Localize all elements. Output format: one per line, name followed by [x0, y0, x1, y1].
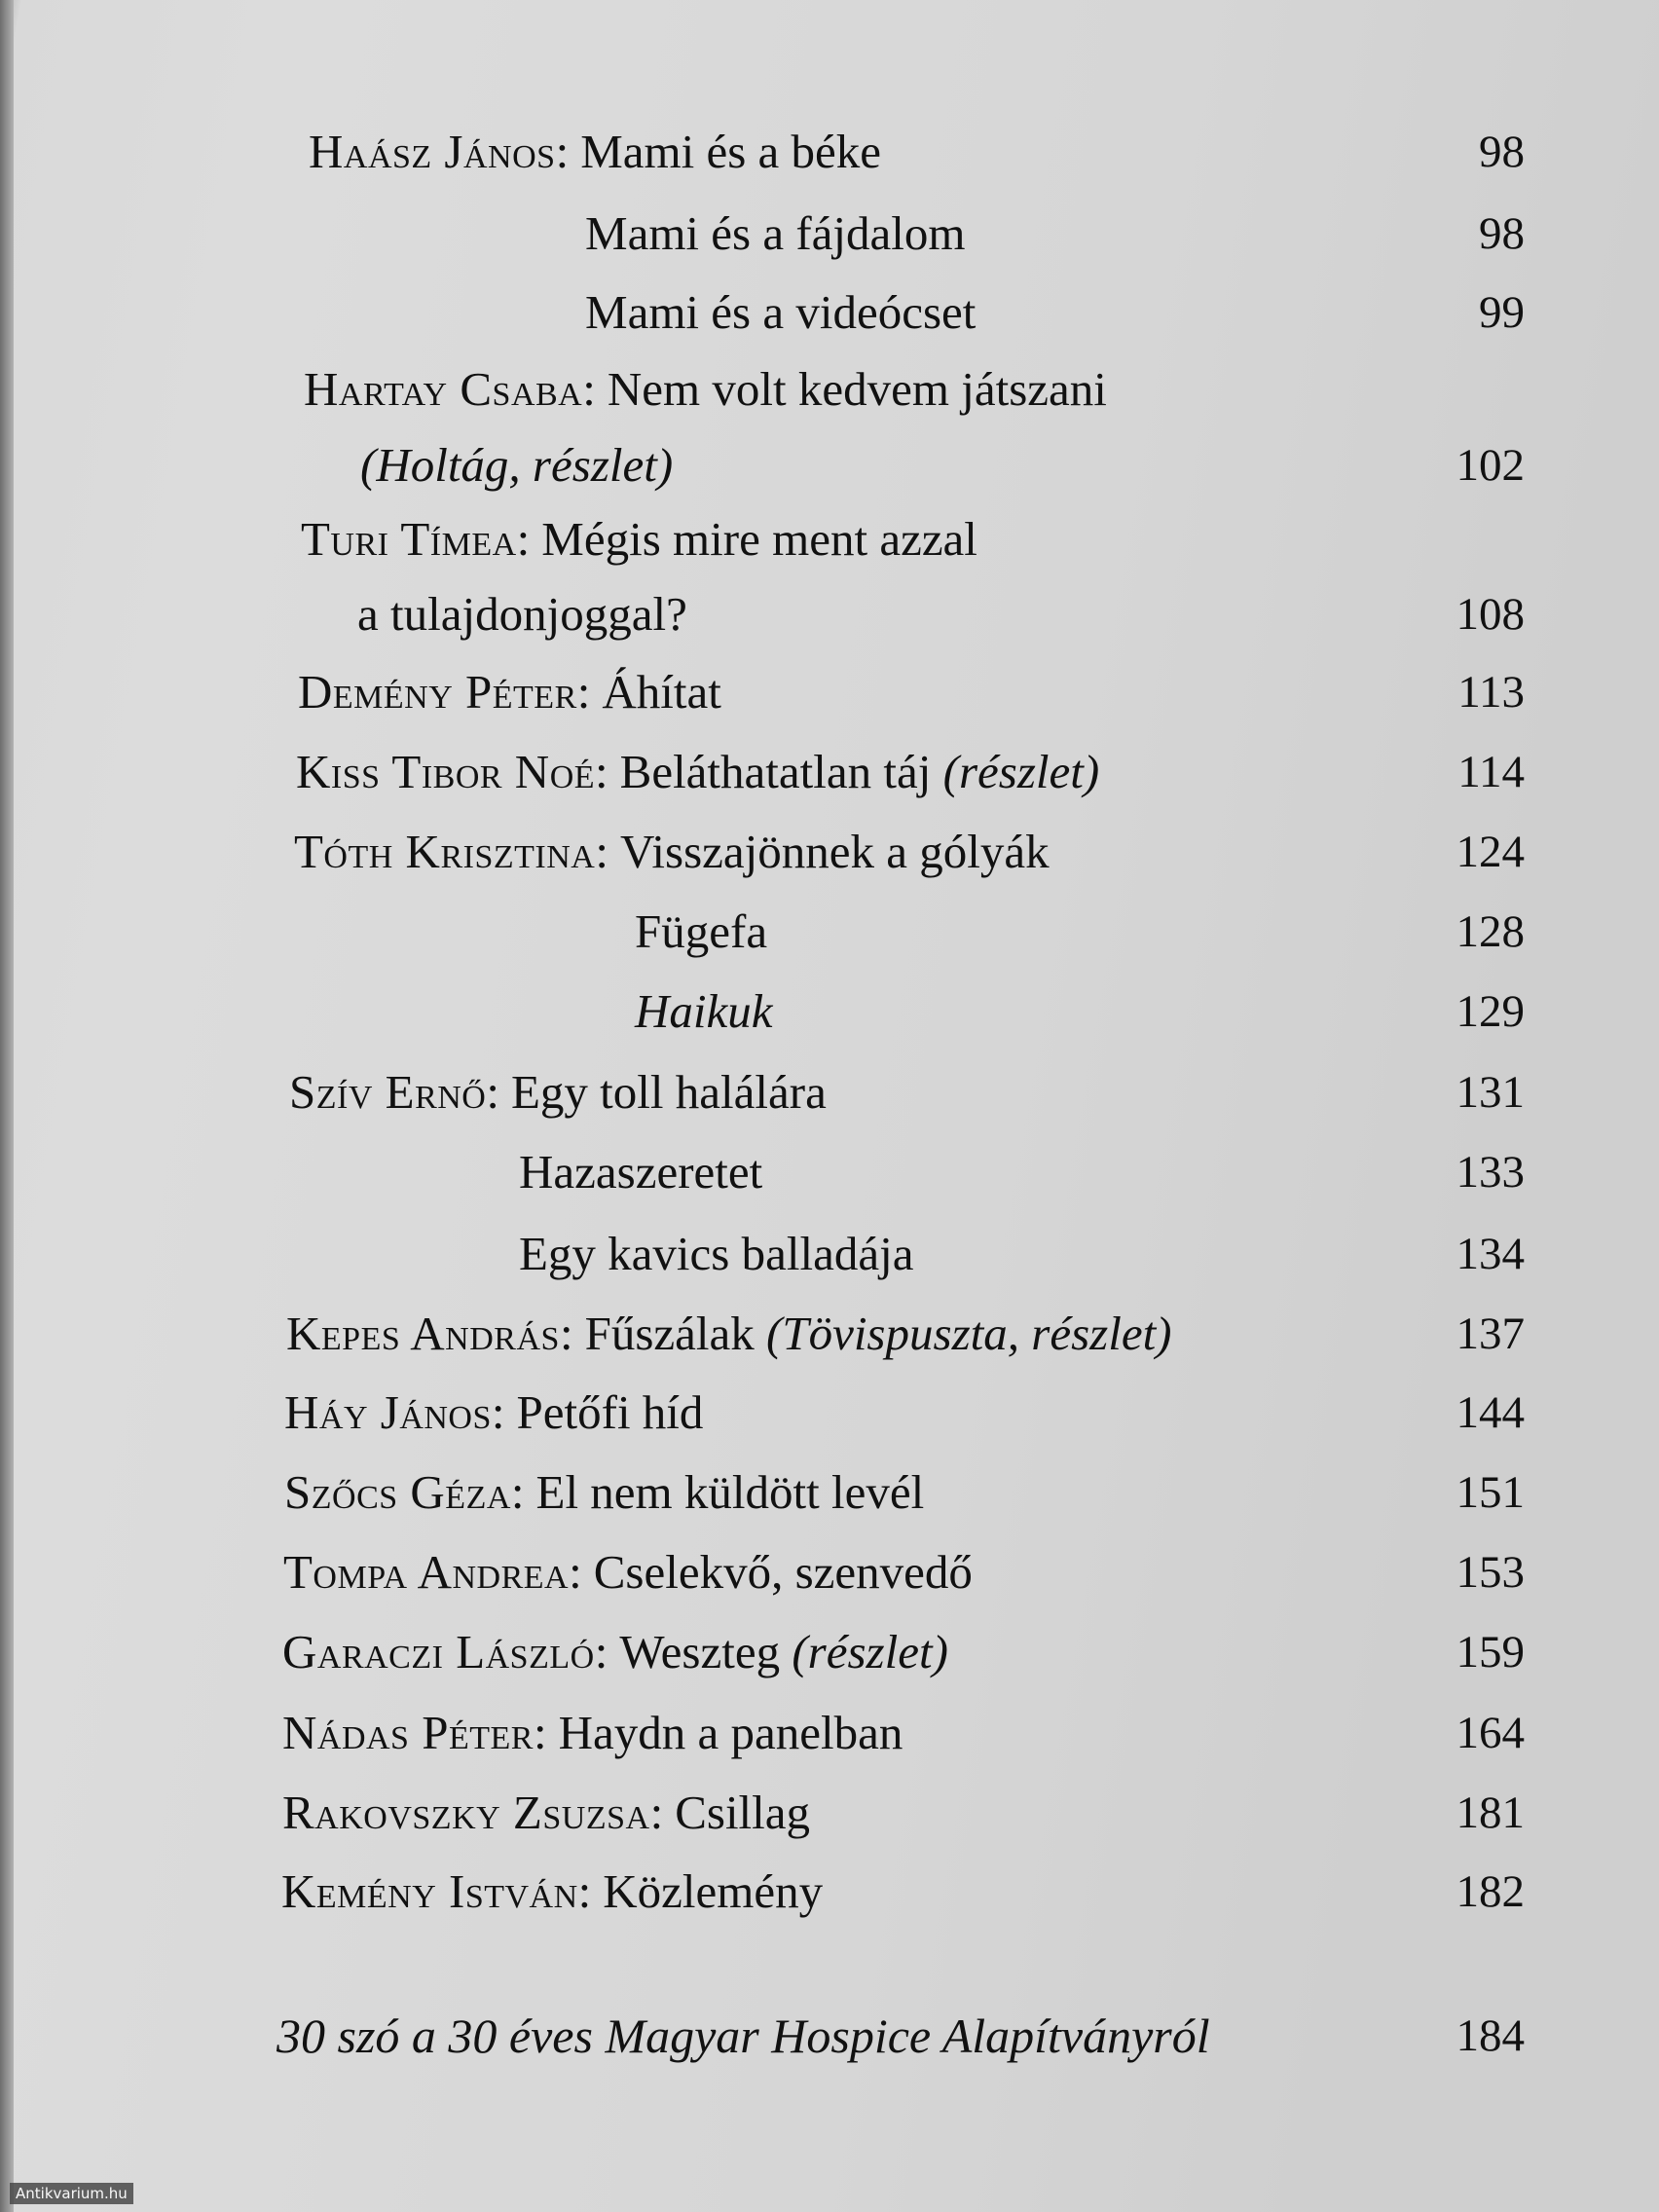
toc-page-number: 164	[1456, 1708, 1525, 1758]
toc-title: a tulajdonjoggal?	[357, 587, 687, 641]
toc-title: Mami és a videócset	[585, 285, 977, 339]
toc-page-number: 184	[1456, 2010, 1525, 2061]
toc-page-number: 124	[1456, 827, 1525, 877]
toc-page-number: 128	[1456, 906, 1525, 957]
toc-separator: :	[649, 1786, 664, 1839]
toc-entry-line	[360, 436, 673, 495]
toc-entry	[0, 1063, 1659, 1131]
toc-separator: :	[559, 1307, 573, 1360]
toc-entry-line	[281, 1862, 823, 1921]
toc-author: Hartay Csaba	[304, 362, 583, 416]
toc-author: Tompa Andrea	[283, 1545, 570, 1599]
toc-author: Demény Péter	[298, 665, 577, 719]
toc-entry-line	[282, 1704, 903, 1762]
toc-page-number: 108	[1456, 589, 1525, 640]
toc-entry-line	[282, 1623, 948, 1681]
toc-entry	[0, 585, 1659, 653]
toc-page-number: 129	[1456, 986, 1525, 1037]
toc-page-number: 99	[1479, 287, 1525, 338]
toc-entry-line	[289, 1063, 827, 1122]
toc-entry-line	[284, 1383, 703, 1442]
toc-page-number: 137	[1456, 1309, 1525, 1359]
toc-entry	[0, 1704, 1659, 1772]
toc-entry-line	[635, 982, 773, 1041]
toc-page-number: 134	[1456, 1229, 1525, 1279]
toc-entry	[0, 1623, 1659, 1691]
toc-entry	[0, 823, 1659, 891]
toc-entry	[0, 1225, 1659, 1293]
toc-entry-line	[585, 283, 976, 342]
toc-author: Garaczi László	[282, 1625, 595, 1678]
toc-entry	[0, 436, 1659, 504]
toc-entry	[0, 1305, 1659, 1373]
toc-author: Kiss Tibor Noé	[296, 745, 596, 798]
toc-title: Mami és a fájdalom	[585, 206, 966, 260]
toc-entry	[0, 204, 1659, 273]
toc-author: Nádas Péter	[282, 1706, 534, 1759]
toc-title: Weszteg	[619, 1625, 781, 1678]
toc-page-number: 159	[1456, 1627, 1525, 1677]
toc-entry-line	[284, 1463, 924, 1522]
toc-page-number: 98	[1479, 208, 1525, 259]
toc-entry-line	[304, 360, 1107, 419]
toc-separator: :	[555, 125, 570, 178]
toc-page-number: 151	[1456, 1467, 1525, 1518]
toc-title: Fűszálak	[584, 1307, 755, 1360]
toc-entry-line	[298, 663, 721, 721]
toc-title-italic: (részlet)	[792, 1625, 948, 1678]
toc-title: Közlemény	[603, 1864, 824, 1918]
toc-author: Szőcs Géza	[284, 1465, 511, 1519]
toc-entry	[0, 743, 1659, 811]
toc-title: Cselekvő, szenvedő	[593, 1545, 973, 1599]
toc-page-number: 182	[1456, 1866, 1525, 1917]
toc-page-number: 153	[1456, 1547, 1525, 1598]
toc-author: Kepes András	[286, 1307, 560, 1360]
toc-author: Rakovszky Zsuzsa	[282, 1786, 650, 1839]
toc-title: Beláthatatlan táj	[619, 745, 932, 798]
toc-separator: :	[577, 1864, 592, 1918]
toc-page-number: 113	[1457, 667, 1525, 718]
toc-separator: :	[594, 1625, 608, 1678]
toc-title: El nem küldött levél	[535, 1465, 925, 1519]
toc-author: Kemény István	[281, 1864, 578, 1918]
toc-entry-line	[286, 1305, 1172, 1363]
toc-closing-entry	[0, 2007, 1659, 2075]
toc-entry	[0, 982, 1659, 1051]
toc-separator: :	[595, 825, 608, 878]
toc-page-number: 144	[1456, 1387, 1525, 1438]
toc-title-italic: (részlet)	[942, 745, 1100, 798]
toc-author: Tóth Krisztina	[294, 825, 596, 878]
toc-entry-line	[282, 1784, 810, 1842]
toc-page-number: 133	[1456, 1147, 1525, 1198]
toc-separator: :	[516, 512, 531, 566]
watermark: Antikvarium.hu	[10, 2183, 133, 2204]
toc-page-number: 114	[1457, 747, 1525, 797]
toc-entry	[0, 1862, 1659, 1931]
toc-title: Fügefa	[635, 904, 768, 958]
toc-entry-line	[301, 510, 977, 569]
toc-entry-line	[635, 903, 767, 961]
toc-author: Szív Ernő	[289, 1065, 487, 1119]
toc-title: Mégis mire ment azzal	[541, 512, 977, 566]
toc-title: Hazaszeretet	[519, 1145, 763, 1198]
toc-title: Haydn a panelban	[558, 1706, 903, 1759]
toc-separator: :	[510, 1465, 525, 1519]
toc-entry	[0, 1463, 1659, 1531]
toc-title: Egy kavics balladája	[519, 1227, 914, 1280]
toc-entry	[0, 283, 1659, 351]
toc-entry	[0, 1383, 1659, 1452]
toc-title: Mami és a béke	[580, 125, 882, 178]
toc-separator: :	[582, 362, 596, 416]
toc-page-number: 98	[1479, 127, 1525, 177]
toc-entry-line	[296, 743, 1099, 801]
toc-entry	[0, 1543, 1659, 1611]
toc-page-number: 181	[1456, 1788, 1525, 1838]
toc-title: Egy toll halálára	[511, 1065, 827, 1119]
toc-separator: :	[533, 1706, 547, 1759]
toc-title: Áhítat	[602, 665, 721, 719]
toc-entry	[0, 510, 1659, 578]
toc-entry	[0, 903, 1659, 971]
toc-entry-line	[283, 1543, 973, 1602]
toc-title: Petőfi híd	[516, 1385, 704, 1439]
toc-entry-line	[294, 823, 1050, 881]
toc-title-italic: (Tövispuszta, részlet)	[766, 1307, 1172, 1360]
toc-entry	[0, 123, 1659, 191]
toc-entry-line	[357, 585, 687, 644]
toc-entry	[0, 360, 1659, 428]
toc-title: Nem volt kedvem játszani	[607, 362, 1107, 416]
toc-separator: :	[595, 745, 608, 798]
toc-entry-line	[519, 1225, 913, 1283]
toc-entry-line	[519, 1143, 762, 1201]
toc-title: Visszajönnek a gólyák	[619, 825, 1050, 878]
toc-title-italic: Haikuk	[635, 984, 773, 1038]
toc-title: Csillag	[675, 1786, 811, 1839]
toc-separator: :	[491, 1385, 505, 1439]
toc-closing-title: 30 szó a 30 éves Magyar Hospice Alapítványról	[276, 2009, 1210, 2063]
toc-entry	[0, 1143, 1659, 1211]
toc-separator: :	[486, 1065, 499, 1119]
toc-separator: :	[569, 1545, 582, 1599]
toc-author: Háy János	[284, 1385, 492, 1439]
toc-entry-line	[585, 204, 966, 263]
toc-separator: :	[576, 665, 591, 719]
toc-author: Haász János	[309, 125, 556, 178]
toc-entry	[0, 663, 1659, 731]
toc-entry-line	[309, 123, 881, 181]
toc-title-italic: (Holtág, részlet)	[360, 438, 674, 492]
toc-page-number: 131	[1456, 1067, 1525, 1118]
toc-entry	[0, 1784, 1659, 1852]
toc-author: Turi Tímea	[301, 512, 517, 566]
toc-page-number: 102	[1456, 440, 1525, 491]
